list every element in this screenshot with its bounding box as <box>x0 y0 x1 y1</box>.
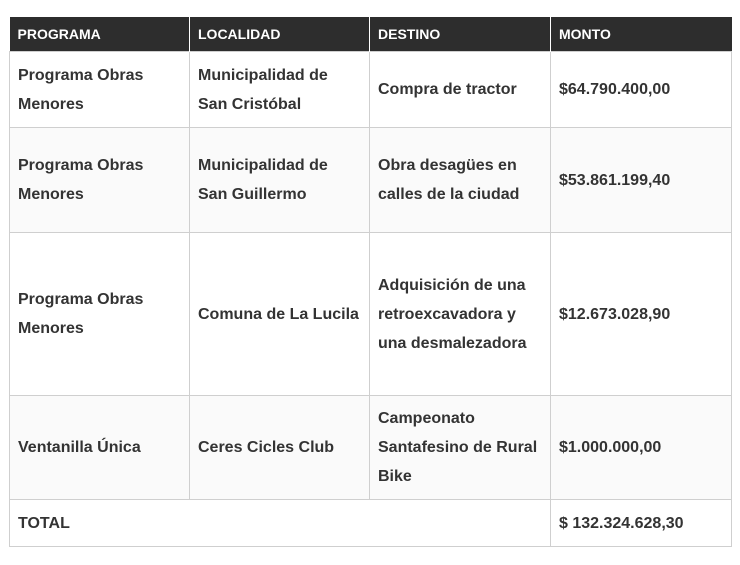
cell-programa: Programa Obras Menores <box>10 52 190 128</box>
cell-localidad: Municipalidad de San Cristóbal <box>190 52 370 128</box>
table-row <box>10 52 732 128</box>
cell-monto: $53.861.199,40 <box>551 128 732 233</box>
cell-programa: Programa Obras Menores <box>10 233 190 396</box>
header-programa: PROGRAMA <box>10 17 190 52</box>
cell-destino: Obra desagües en calles de la ciudad <box>370 128 551 233</box>
table-row <box>10 128 732 233</box>
cell-monto: $1.000.000,00 <box>551 396 732 500</box>
table-row <box>10 396 732 500</box>
cell-destino: Campeonato Santafesino de Rural Bike <box>370 396 551 500</box>
cell-monto: $64.790.400,00 <box>551 52 732 128</box>
cell-localidad: Municipalidad de San Guillermo <box>190 128 370 233</box>
total-label: TOTAL <box>10 500 551 547</box>
cell-localidad: Ceres Cicles Club <box>190 396 370 500</box>
cell-destino: Adquisición de una retroexcavadora y una desmalezadora <box>370 233 551 396</box>
table-row <box>10 233 732 396</box>
cell-localidad: Comuna de La Lucila <box>190 233 370 396</box>
cell-programa: Ventanilla Única <box>10 396 190 500</box>
header-monto: MONTO <box>551 17 732 52</box>
cell-programa: Programa Obras Menores <box>10 128 190 233</box>
header-destino: DESTINO <box>370 17 551 52</box>
header-localidad: LOCALIDAD <box>190 17 370 52</box>
cell-monto: $12.673.028,90 <box>551 233 732 396</box>
total-row <box>10 500 732 547</box>
cell-destino: Compra de tractor <box>370 52 551 128</box>
funding-table <box>9 17 732 547</box>
table-header-row <box>10 17 732 52</box>
total-monto: $ 132.324.628,30 <box>551 500 732 547</box>
